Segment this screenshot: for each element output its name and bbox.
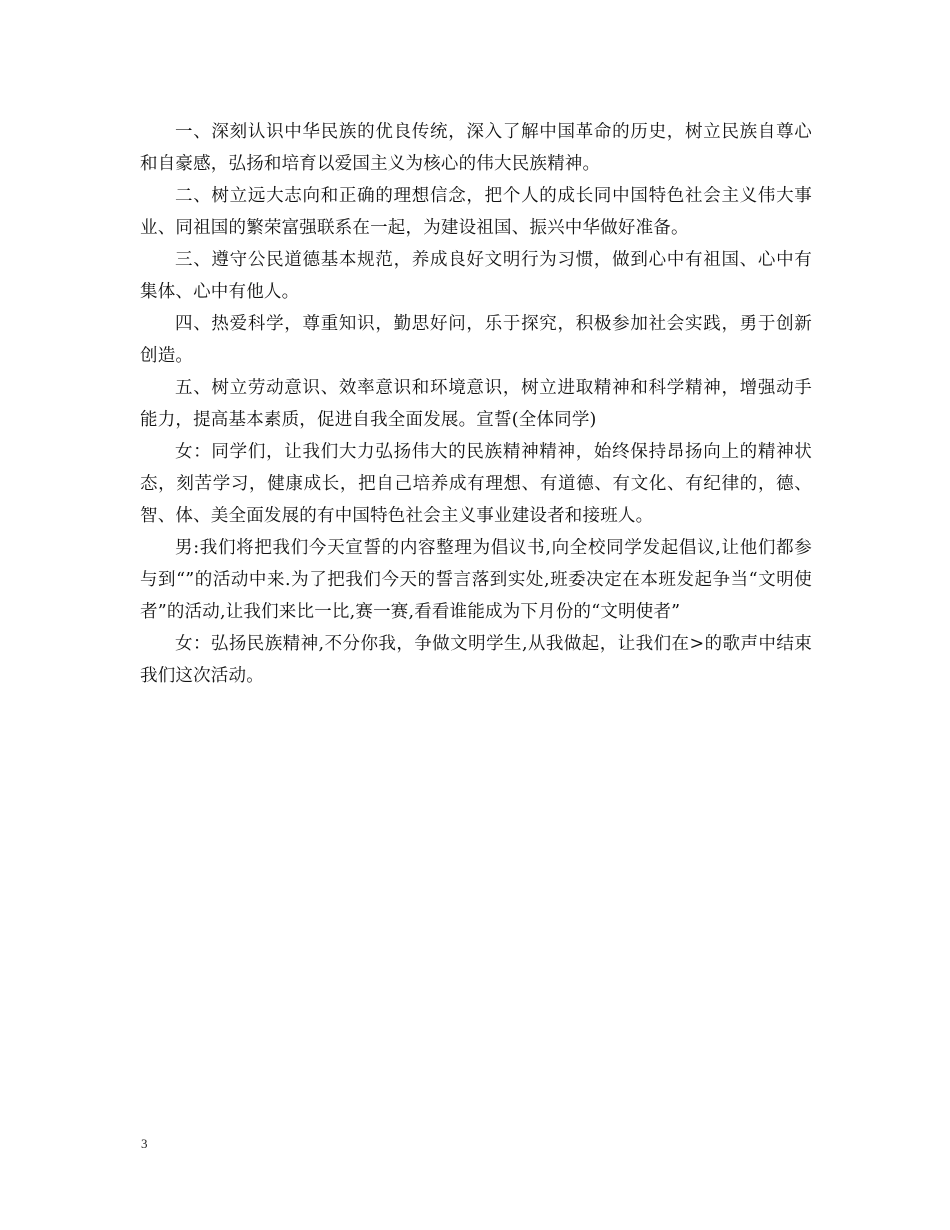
page-number: 3	[141, 1136, 148, 1151]
paragraph-female-speech-1: 女：同学们，让我们大力弘扬伟大的民族精神精神，始终保持昂扬向上的精神状态，刻苦学习，健康成长，把自己培养成有理想、有道德、有文化、有纪律的，德、智、体、美全面发展的有中国特色社会主义事业建设者和接班人。	[140, 442, 812, 526]
paragraph-pledge-5: 五、树立劳动意识、效率意识和环境意识，树立进取精神和科学精神，增强动手能力，提高基本素质，促进自我全面发展。宣誓(全体同学)	[140, 378, 812, 430]
paragraph-pledge-1: 一、深刻认识中华民族的优良传统，深入了解中国革命的历史，树立民族自尊心和自豪感，弘扬和培育以爱国主义为核心的伟大民族精神。	[140, 122, 812, 174]
paragraph-male-speech: 男:我们将把我们今天宣誓的内容整理为倡议书,向全校同学发起倡议,让他们都参与到“”的活动中来.为了把我们今天的誓言落到实处,班委决定在本班发起争当“文明使者”的活动,让我们来比一比,赛一赛,看看谁能成为下月份的“文明使者”	[140, 538, 812, 622]
document-body	[140, 116, 812, 692]
paragraph-pledge-4: 四、热爱科学，尊重知识，勤思好问，乐于探究，积极参加社会实践，勇于创新创造。	[140, 314, 812, 366]
paragraph-pledge-2: 二、树立远大志向和正确的理想信念，把个人的成长同中国特色社会主义伟大事业、同祖国的繁荣富强联系在一起，为建设祖国、振兴中华做好准备。	[140, 186, 812, 238]
paragraph-pledge-3: 三、遵守公民道德基本规范，养成良好文明行为习惯，做到心中有祖国、心中有集体、心中有他人。	[140, 250, 812, 302]
paragraph-female-speech-2: 女：弘扬民族精神,不分你我，争做文明学生,从我做起，让我们在>的歌声中结束我们这次活动。	[140, 634, 812, 686]
